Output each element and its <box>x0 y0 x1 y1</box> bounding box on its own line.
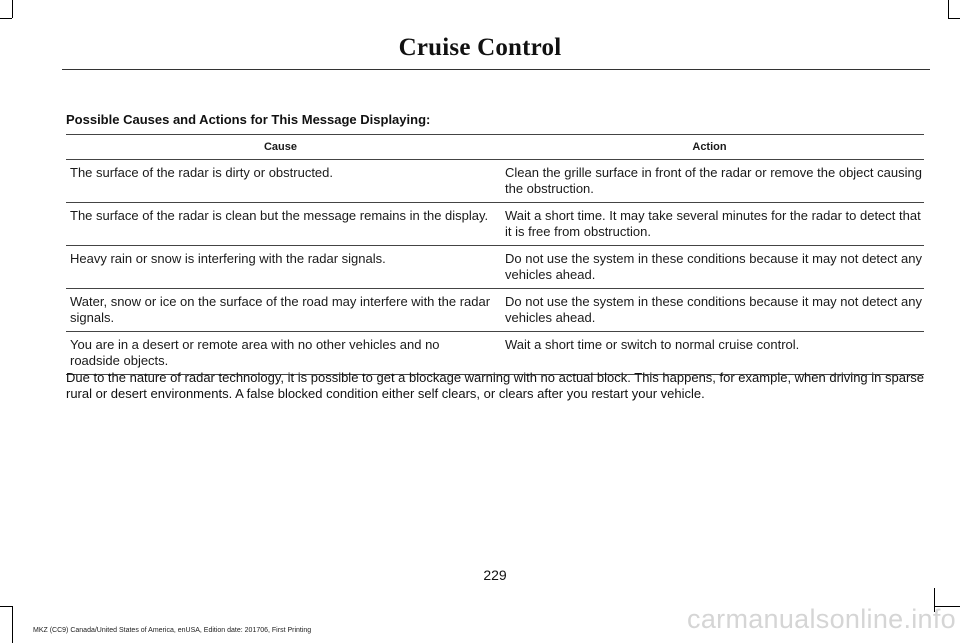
crop-mark-bottom-left-horizontal <box>0 606 12 607</box>
radar-note-paragraph: Due to the nature of radar technology, it is possible to get a blockage warning with no actual block. This happens, for example, when driving in sparse rural or desert environments. A false blocked condition either self clears, or clears after you restart your vehicle. <box>66 370 925 401</box>
column-header-action: Action <box>495 135 924 160</box>
crop-mark-top-left-vertical <box>12 0 13 18</box>
page-title: Cruise Control <box>398 34 562 61</box>
causes-actions-table <box>66 134 924 375</box>
crop-mark-top-left-horizontal <box>0 18 12 19</box>
crop-mark-bottom-left-vertical <box>12 606 13 643</box>
action-cell: Do not use the system in these conditions because it may not detect any vehicles ahead. <box>495 289 924 332</box>
action-cell: Do not use the system in these conditions because it may not detect any vehicles ahead. <box>495 246 924 289</box>
action-cell: Wait a short time. It may take several minutes for the radar to detect that it is free from obstruction. <box>495 203 924 246</box>
cause-cell: The surface of the radar is clean but the message remains in the display. <box>66 203 495 246</box>
header-divider <box>62 69 930 70</box>
cause-cell: The surface of the radar is dirty or obstructed. <box>66 160 495 203</box>
cause-cell: Water, snow or ice on the surface of the road may interfere with the radar signals. <box>66 289 495 332</box>
page-number: 229 <box>483 567 507 583</box>
table-row <box>66 160 924 203</box>
section-heading: Possible Causes and Actions for This Message Displaying: <box>66 112 431 127</box>
cause-cell: Heavy rain or snow is interfering with the radar signals. <box>66 246 495 289</box>
crop-mark-top-right-horizontal <box>948 18 960 19</box>
cause-cell: You are in a desert or remote area with no other vehicles and no roadside objects. <box>66 332 495 375</box>
table-header-row <box>66 135 924 160</box>
table-row <box>66 289 924 332</box>
action-cell: Clean the grille surface in front of the radar or remove the object causing the obstruction. <box>495 160 924 203</box>
column-header-cause: Cause <box>66 135 495 160</box>
action-cell: Wait a short time or switch to normal cruise control. <box>495 332 924 375</box>
watermark-text: carmanualsonline.info <box>687 604 956 634</box>
table-row <box>66 332 924 375</box>
table-row <box>66 203 924 246</box>
table-row <box>66 246 924 289</box>
edition-info: MKZ (CC9) Canada/United States of America, enUSA, Edition date: 201706, First Printing <box>33 627 312 634</box>
crop-mark-top-right-vertical <box>948 0 949 18</box>
